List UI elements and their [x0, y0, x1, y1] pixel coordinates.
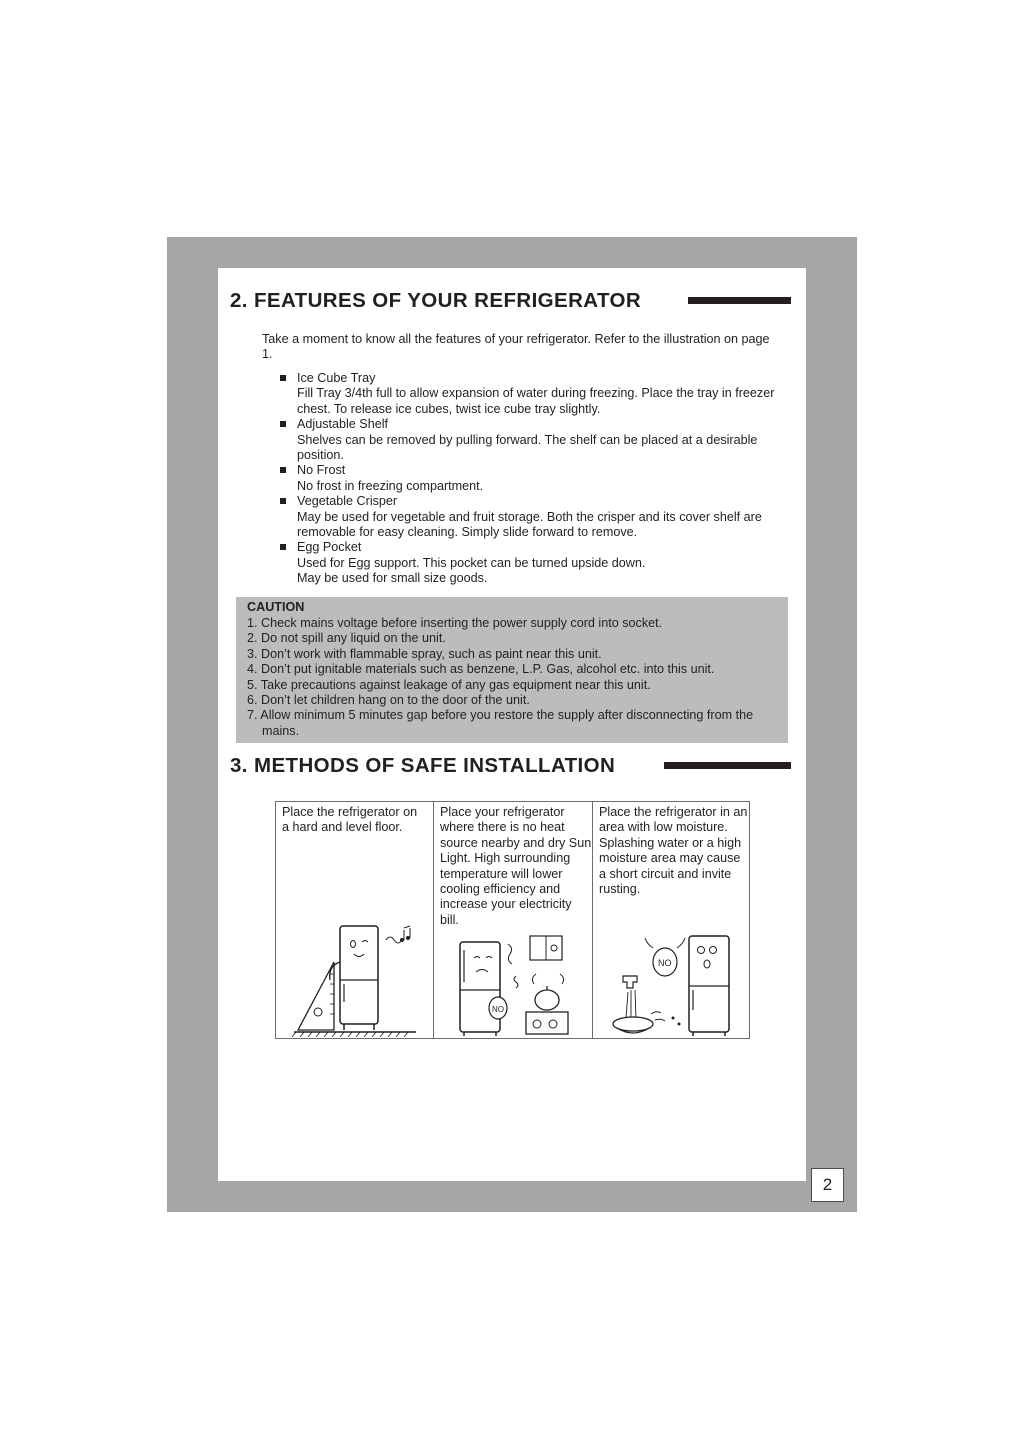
feature-description: Used for Egg support. This pocket can be turned upside down.: [297, 555, 646, 570]
moisture-illustration-icon: [593, 928, 750, 1038]
features-list: [280, 371, 790, 587]
caution-title: CAUTION: [247, 600, 305, 614]
installation-heading: 3. METHODS OF SAFE INSTALLATION: [230, 754, 616, 777]
installation-cell-level-floor: [276, 802, 433, 1038]
feature-item: [280, 463, 790, 494]
square-bullet-icon: [280, 544, 286, 550]
feature-description: Shelves can be removed by pulling forward. The shelf can be placed at a desirable position.: [297, 432, 758, 463]
feature-title: No Frost: [297, 463, 346, 478]
feature-description-extra: May be used for small size goods.: [297, 571, 488, 586]
feature-description: May be used for vegetable and fruit storage. Both the crisper and its cover shelf are removable for easy cleaning. Simply slide forward to remove.: [297, 509, 762, 540]
no-label: NO: [658, 958, 672, 968]
feature-item: [280, 540, 790, 586]
caution-item: 1. Check mains voltage before inserting the power supply cord into socket.: [247, 616, 663, 630]
installation-cell-low-moisture: [592, 802, 749, 1038]
page-number: 2: [811, 1168, 844, 1202]
caution-item: 4. Don’t put ignitable materials such as benzene, L.P. Gas, alcohol etc. into this unit.: [247, 662, 715, 677]
feature-item: [280, 494, 790, 540]
caution-item: 3. Don’t work with flammable spray, such as paint near this unit.: [247, 646, 602, 661]
features-intro: Take a moment to know all the features of your refrigerator. Refer to the illustration on page 1.: [262, 332, 770, 362]
installation-text: Place the refrigerator on a hard and level floor.: [282, 805, 418, 835]
feature-item: [280, 371, 790, 417]
caution-item: 6. Don’t let children hang on to the door of the unit.: [247, 693, 530, 708]
no-label: NO: [492, 1005, 504, 1014]
features-heading: 2. FEATURES OF YOUR REFRIGERATOR: [230, 289, 642, 312]
square-bullet-icon: [280, 421, 286, 427]
square-bullet-icon: [280, 467, 286, 473]
level-floor-illustration-icon: [276, 918, 433, 1038]
feature-description: No frost in freezing compartment.: [297, 478, 484, 493]
heat-source-illustration-icon: [434, 928, 593, 1038]
caution-list: [247, 616, 787, 739]
installation-cell-no-heat: [433, 802, 592, 1038]
feature-title: Egg Pocket: [297, 540, 362, 555]
feature-title: Adjustable Shelf: [297, 417, 389, 432]
feature-title: Vegetable Crisper: [297, 494, 398, 509]
square-bullet-icon: [280, 375, 286, 381]
caution-item: 2. Do not spill any liquid on the unit.: [247, 631, 446, 646]
heading-rule: [688, 297, 791, 304]
heading-rule: [664, 762, 791, 769]
feature-description: Fill Tray 3/4th full to allow expansion of water during freezing. Place the tray in freezer chest. To release ice cubes, twist ice cube tray slightly.: [297, 386, 775, 416]
caution-box: [236, 597, 788, 743]
square-bullet-icon: [280, 498, 286, 504]
caution-item: 7. Allow minimum 5 minutes gap before you restore the supply after disconnecting from the mains.: [247, 708, 754, 738]
installation-text: Place the refrigerator in an area with low moisture. Splashing water or a high moisture area may cause a short circuit and invite rusting.: [599, 805, 748, 897]
caution-item: 5. Take precautions against leakage of any gas equipment near this unit.: [247, 677, 651, 692]
installation-grid: [275, 801, 750, 1039]
feature-title: Ice Cube Tray: [297, 371, 376, 385]
feature-item: [280, 417, 790, 463]
installation-text: Place your refrigerator where there is no heat source nearby and dry Sun Light. High surrounding temperature will lower cooling efficiency and increase your electricity bill.: [440, 805, 592, 927]
